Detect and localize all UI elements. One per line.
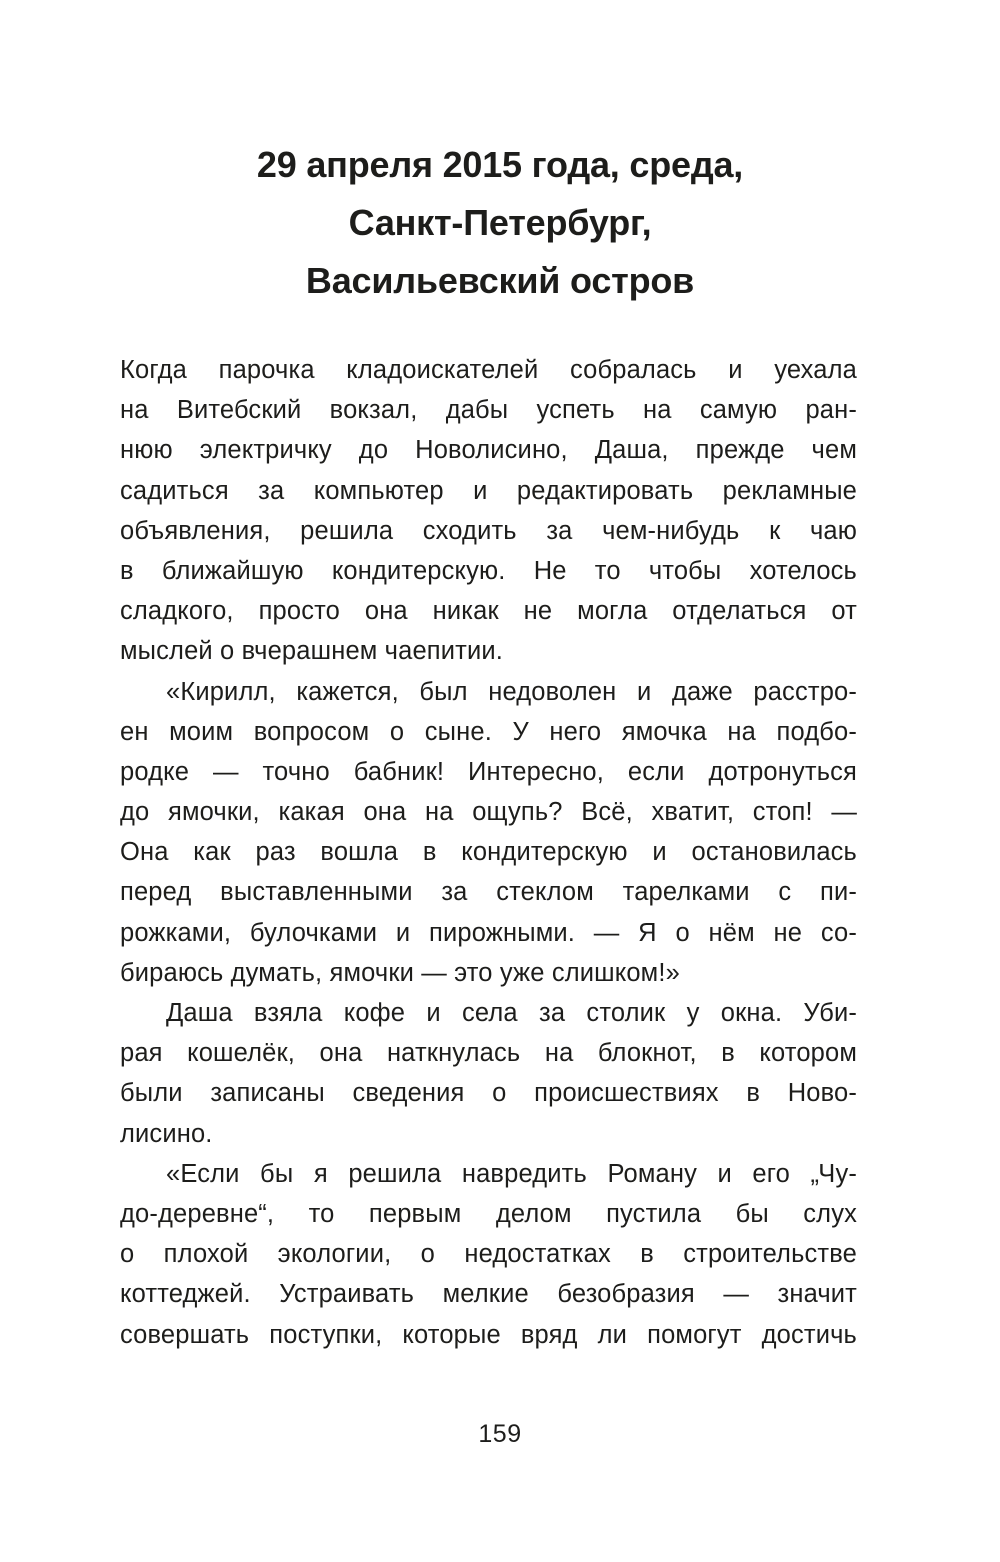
text-line: на Витебский вокзал, дабы успеть на самую ран-	[120, 396, 857, 425]
heading-line-city: Санкт-Петербург,	[348, 202, 652, 243]
text-line: «Если бы я решила навредить Роману и его „Чу-	[166, 1159, 857, 1188]
text-line: рая кошелёк, она наткнулась на блокнот, в котором	[120, 1039, 857, 1068]
text-line: Даша взяла кофе и села за столик у окна. Уби-	[166, 999, 857, 1027]
text-line: Когда парочка кладоискателей собралась и уехала	[120, 356, 857, 384]
heading-line-district: Васильевский остров	[305, 260, 695, 301]
text-line: рожками, булочками и пирожными. — Я о нём не со-	[120, 918, 857, 947]
text-line: мыслей о вчерашнем чаепитии.	[120, 637, 503, 666]
text-line: о плохой экологии, о недостатках в строительстве	[120, 1240, 857, 1269]
text-line: садиться за компьютер и редактировать рекламные	[120, 476, 857, 505]
text-line: до ямочки, какая она на ощупь? Всё, хватит, стоп! —	[120, 798, 857, 827]
page-number: 159	[478, 1420, 522, 1448]
text-line: коттеджей. Устраивать мелкие безобразия — значит	[120, 1280, 857, 1309]
text-line: нюю электричку до Новолисино, Даша, прежде чем	[120, 436, 857, 465]
heading-line-date: 29 апреля 2015 года, среда,	[256, 144, 744, 185]
text-line: объявления, решила сходить за чем-нибудь к чаю	[120, 516, 857, 545]
text-line: «Кирилл, кажется, был недоволен и даже расстро-	[166, 677, 857, 706]
text-line: лисино.	[120, 1119, 213, 1148]
chapter-heading	[0, 136, 1000, 310]
text-line: были записаны сведения о происшествиях в Ново-	[120, 1079, 857, 1108]
text-line: родке — точно бабник! Интересно, если дотронуться	[120, 757, 857, 786]
text-line: совершать поступки, которые вряд ли помогут достичь	[120, 1320, 857, 1349]
text-line: бираюсь думать, ямочки — это уже слишком!»	[120, 958, 680, 987]
text-line: в ближайшую кондитерскую. Не то чтобы хотелось	[120, 556, 857, 585]
text-line: Она как раз вошла в кондитерскую и остановилась	[120, 838, 857, 867]
text-line: ен моим вопросом о сыне. У него ямочка на подбо-	[120, 717, 857, 746]
text-line: перед выставленными за стеклом тарелками с пи-	[120, 878, 857, 907]
text-line: сладкого, просто она никак не могла отделаться от	[120, 597, 857, 626]
text-line: до-деревне“, то первым делом пустила бы слух	[120, 1199, 857, 1228]
body-text	[120, 350, 857, 1355]
